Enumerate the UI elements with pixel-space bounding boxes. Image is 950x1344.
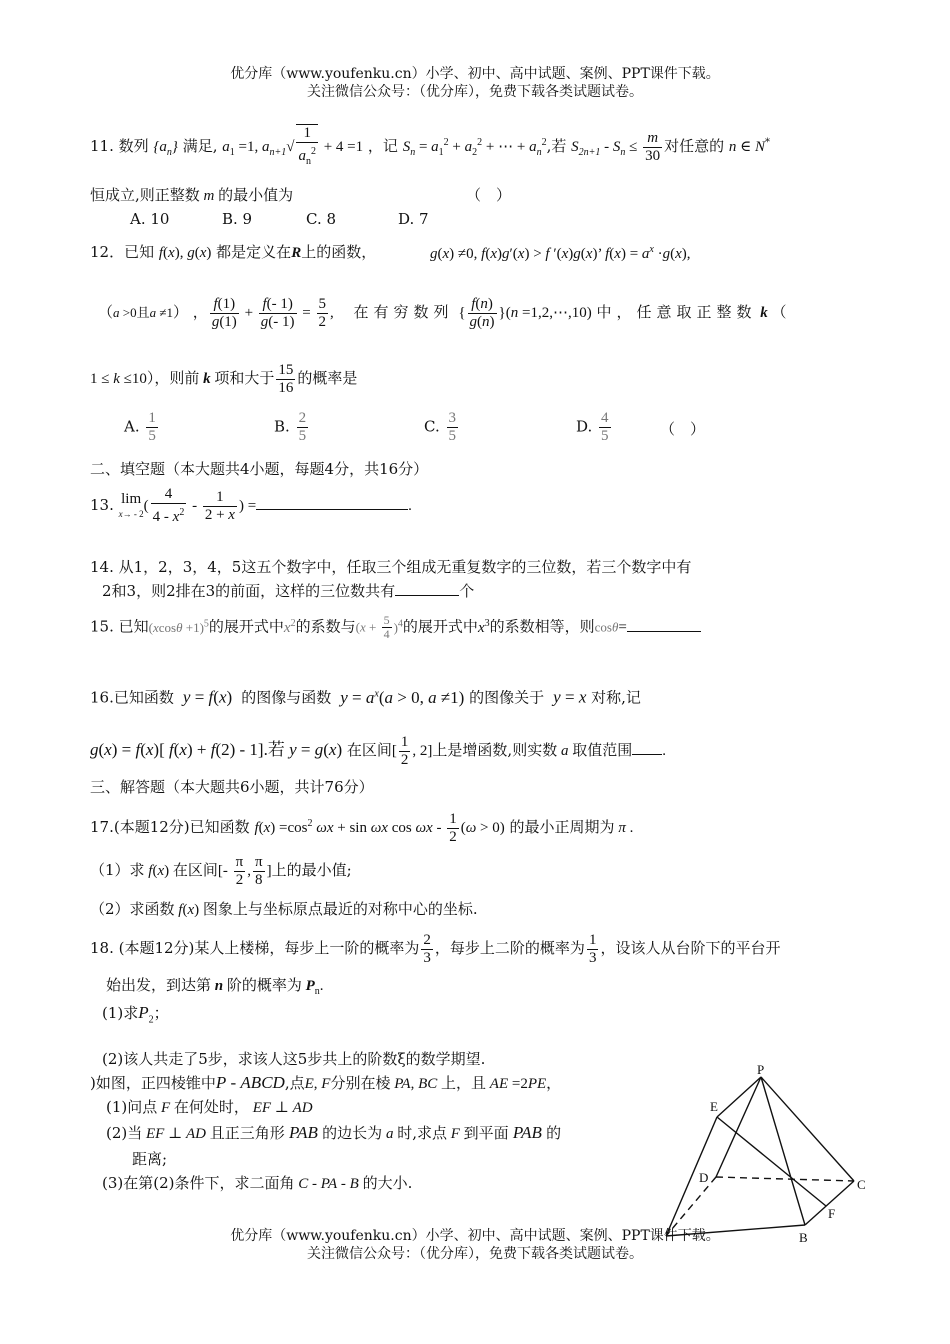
q14-line-1: 14. 从1，2，3，4，5这五个数字中，任取三个组成无重复数字的三位数，若三个数字中有 — [90, 558, 692, 576]
q19-stem: )如图，正四棱锥中P - ABCD,点E, F分别在棱 PA, BC 上，且 AE =2PE， — [90, 1073, 562, 1092]
q11-option-a: A. 10 — [130, 210, 170, 228]
footer-line-1: 优分库（www.youfenku.cn）小学、初中、高中试题、案例、PPT课件下载。 — [230, 1228, 720, 1244]
q18-stem-2: 始出发，到达第 n 阶的概率为 $P_n$. — [106, 976, 324, 997]
q17-part-2: （2）求函数 f(x) 图象上与坐标原点最近的对称中心的坐标. — [90, 900, 478, 918]
q16-line-1: 16.已知函数 y = f(x) 的图像与函数 $y = a^x(a > 0$, a ≠1) 的图像关于 y = x 对称,记 — [90, 687, 641, 707]
q18-part-1: (1)求$P_2$； — [102, 1003, 169, 1026]
q18-part-2: (2)该人共走了5步，求该人这5步共上的阶数ξ的数学期望. — [102, 1050, 486, 1068]
q11-option-c: C. 8 — [306, 210, 337, 228]
q12-option-c: C. $\frac{3}{5}$ — [424, 410, 456, 444]
q13: 13. lim x→ - 2( $\frac{4}{4 - x^2}$ - $\frac{1}{2 + x}$ ) = . — [90, 486, 412, 525]
edge-ea — [666, 1117, 717, 1236]
header-line-2: 关注微信公众号：（优分库），免费下载各类试题试卷。 — [307, 84, 643, 100]
q12-option-a: A. $\frac{1}{5}$ — [124, 410, 156, 444]
q17-part-1: （1）求 f(x) 在区间[- $\frac{\pi}{2}$ , $\frac{\pi}{8}$ ]上的最小值; — [90, 853, 352, 888]
label-c: C — [857, 1177, 866, 1192]
q18-stem: 18. (本题12分)某人上楼梯，每步上一阶的概率为 $\frac{2}{3}$ ，每步上二阶的概率为 $\frac{1}{3}$ ，设该人从台阶下的平台开 — [90, 931, 781, 966]
footer-line-2: 关注微信公众号：（优分库），免费下载各类试题试卷。 — [307, 1246, 643, 1262]
q19-part-3: (3)在第(2)条件下，求二面角 C - PA - B 的大小. — [102, 1174, 413, 1192]
section-3-title: 三、解答题（本大题共6小题，共计76分） — [90, 778, 374, 796]
q12-option-d: D. $\frac{4}{5}$ — [576, 410, 609, 444]
label-b: B — [799, 1230, 808, 1245]
q11-stem-2: 恒成立,则正整数 m 的最小值为 — [90, 186, 294, 204]
q19-part-2: (2)当 EF ⊥ AD 且正三角形 PAB 的边长为 a 时,求点 F 到平面 PAB 的 — [106, 1123, 562, 1142]
q11-option-d: D. 7 — [398, 210, 429, 228]
q15: 15. 已知$(xcos\theta +1)^5$的展开式中$x^2$的系数与(x + $\frac{5}{4}$ )$^4$的展开式中$x^3$的系数相等，则cosθ= — [90, 614, 701, 641]
q11-answer-paren: （ ） — [466, 186, 512, 204]
pyramid-figure — [660, 1060, 880, 1250]
label-e: E — [710, 1099, 718, 1114]
q12-answer-paren: （ ） — [660, 420, 706, 438]
q14-line-2: 2和3，则2排在3的前面，这样的三位数共有 个 — [102, 582, 475, 600]
edge-pe — [717, 1077, 761, 1117]
q17-stem: 17.(本题12分)已知函数 $f(x) =\cos^2$ ωx + sin ωx cos ωx - $\frac{1}{2}$ (ω > 0) 的最小正周期为 π . — [90, 810, 634, 845]
q12-condition: g(x) ≠0, f(x)g′(x) > f ′(x)g(x)’ $f(x) = a^x \cdot g(x)$, — [430, 244, 691, 262]
section-2-title: 二、填空题（本大题共4小题，每题4分，共16分） — [90, 460, 429, 478]
q11-option-b: B. 9 — [222, 210, 253, 228]
q12-line3: 1 ≤ k ≤10），则前 k 项和大于 $\frac{15}{16}$ 的概率是 — [90, 361, 358, 396]
label-p: P — [757, 1062, 765, 1077]
q12-stem: 12．已知 f(x), g(x) 都是定义在R上的函数， — [90, 243, 377, 261]
q12-line2: （a >0且a ≠1） ， $\frac{f(1)}{g(1)}$ + $\frac{f(- 1)}{g(- 1)}$ = $\frac{5}{2}$ , 在有穷数列 { $\frac{f(n)}{g(n)}$ }(n =1,2,⋯,10) 中，任意取正整数 k （ — [98, 295, 787, 330]
q11-stem: 11. 数列 $\{a_n\}$ 满足, $a_1 =1$, $a_{n+1}√$ $\frac{1}{a_n^2}$ + 4 =1 ，记 $S_n = a_1^2 + a_2^2$ + ⋯ + $a_n^2$,若 $S_{2n+1} - S_n$ ≤ $\frac{m}{30}$ 对任意的 n ∈ N* — [90, 118, 770, 178]
q16-line-2: g(x) = f(x)[ f(x) + f(2) - 1].若 y = g(x) 在区间[ $\frac{1}{2}$ , 2]上是增函数,则实数 a 取值范围 . — [90, 733, 666, 768]
header-line-1: 优分库（www.youfenku.cn）小学、初中、高中试题、案例、PPT课件下载。 — [230, 66, 720, 82]
q12-option-b: B. $\frac{2}{5}$ — [274, 410, 307, 444]
q19-part-2-cont: 距离; — [132, 1150, 168, 1168]
label-d: D — [699, 1170, 709, 1185]
q19-part-1: (1)问点 F 在何处时， EF ⊥ AD — [106, 1098, 313, 1116]
label-f: F — [828, 1206, 836, 1221]
